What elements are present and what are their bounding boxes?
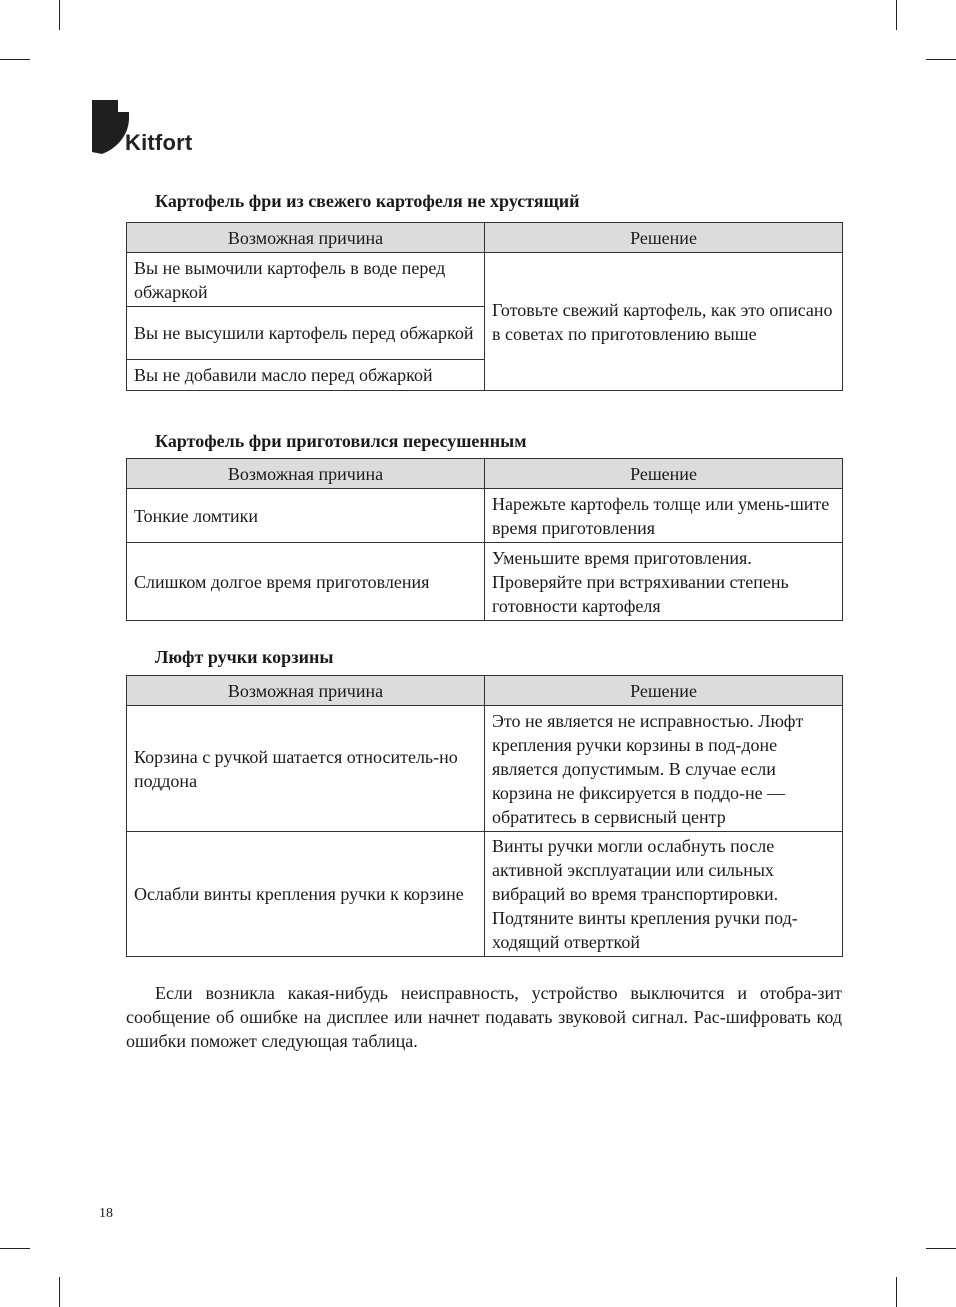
column-header-cause: Возможная причина [127,459,485,489]
cause-cell: Слишком долгое время приготовления [127,543,485,621]
crop-mark [926,1248,956,1249]
troubleshooting-table [126,222,843,391]
column-header-solution: Решение [485,223,843,253]
column-header-cause: Возможная причина [127,676,485,706]
section-title: Картофель фри из свежего картофеля не хрустящий [155,191,580,211]
solution-cell: Готовьте свежий картофель, как это описано в советах по приготовлению выше [485,253,843,391]
crop-mark [926,59,956,60]
cause-cell: Тонкие ломтики [127,489,485,543]
kitfort-logo [92,100,202,156]
solution-cell: Винты ручки могли ослабнуть после активной эксплуатации или сильных вибраций во время транспортировки. Подтяните винты крепления ручки под-ходящий отверткой [485,832,843,957]
crop-mark [0,1248,30,1249]
crop-mark [59,0,60,30]
section-title: Картофель фри приготовился пересушенным [155,431,527,451]
troubleshooting-table [126,675,843,957]
column-header-solution: Решение [485,459,843,489]
cause-cell: Вы не высушили картофель перед обжаркой [127,307,485,360]
closing-paragraph [126,981,842,1053]
troubleshooting-table [126,458,843,621]
page-number: 18 [99,1206,113,1221]
solution-cell: Нарежьте картофель толще или умень-шите время приготовления [485,489,843,543]
crop-mark [896,1277,897,1307]
column-header-cause: Возможная причина [127,223,485,253]
cause-cell: Ослабли винты крепления ручки к корзине [127,832,485,957]
closing-paragraph-text: Если возникла какая-нибудь неисправность, устройство выключится и отобра-зит сообщение об ошибке на дисплее или начнет подавать звуковой сигнал. Рас-шифровать код ошибки поможет следующая таблица. [126,983,842,1051]
column-header-solution: Решение [485,676,843,706]
cause-cell: Вы не добавили масло перед обжаркой [127,360,485,391]
solution-cell: Это не является не исправностью. Люфт крепления ручки корзины в под-доне является допустимым. В случае если корзина не фиксируется в поддо-не — обратитесь в сервисный центр [485,706,843,832]
section-title: Люфт ручки корзины [155,647,334,667]
solution-cell: Уменьшите время приготовления. Проверяйте при встряхивании степень готовности картофеля [485,543,843,621]
crop-mark [0,59,30,60]
crop-mark [59,1277,60,1307]
brand-name: Kitfort [125,130,193,155]
cause-cell: Корзина с ручкой шатается относитель-но поддона [127,706,485,832]
crop-mark [896,0,897,30]
cause-cell: Вы не вымочили картофель в воде перед обжаркой [127,253,485,307]
